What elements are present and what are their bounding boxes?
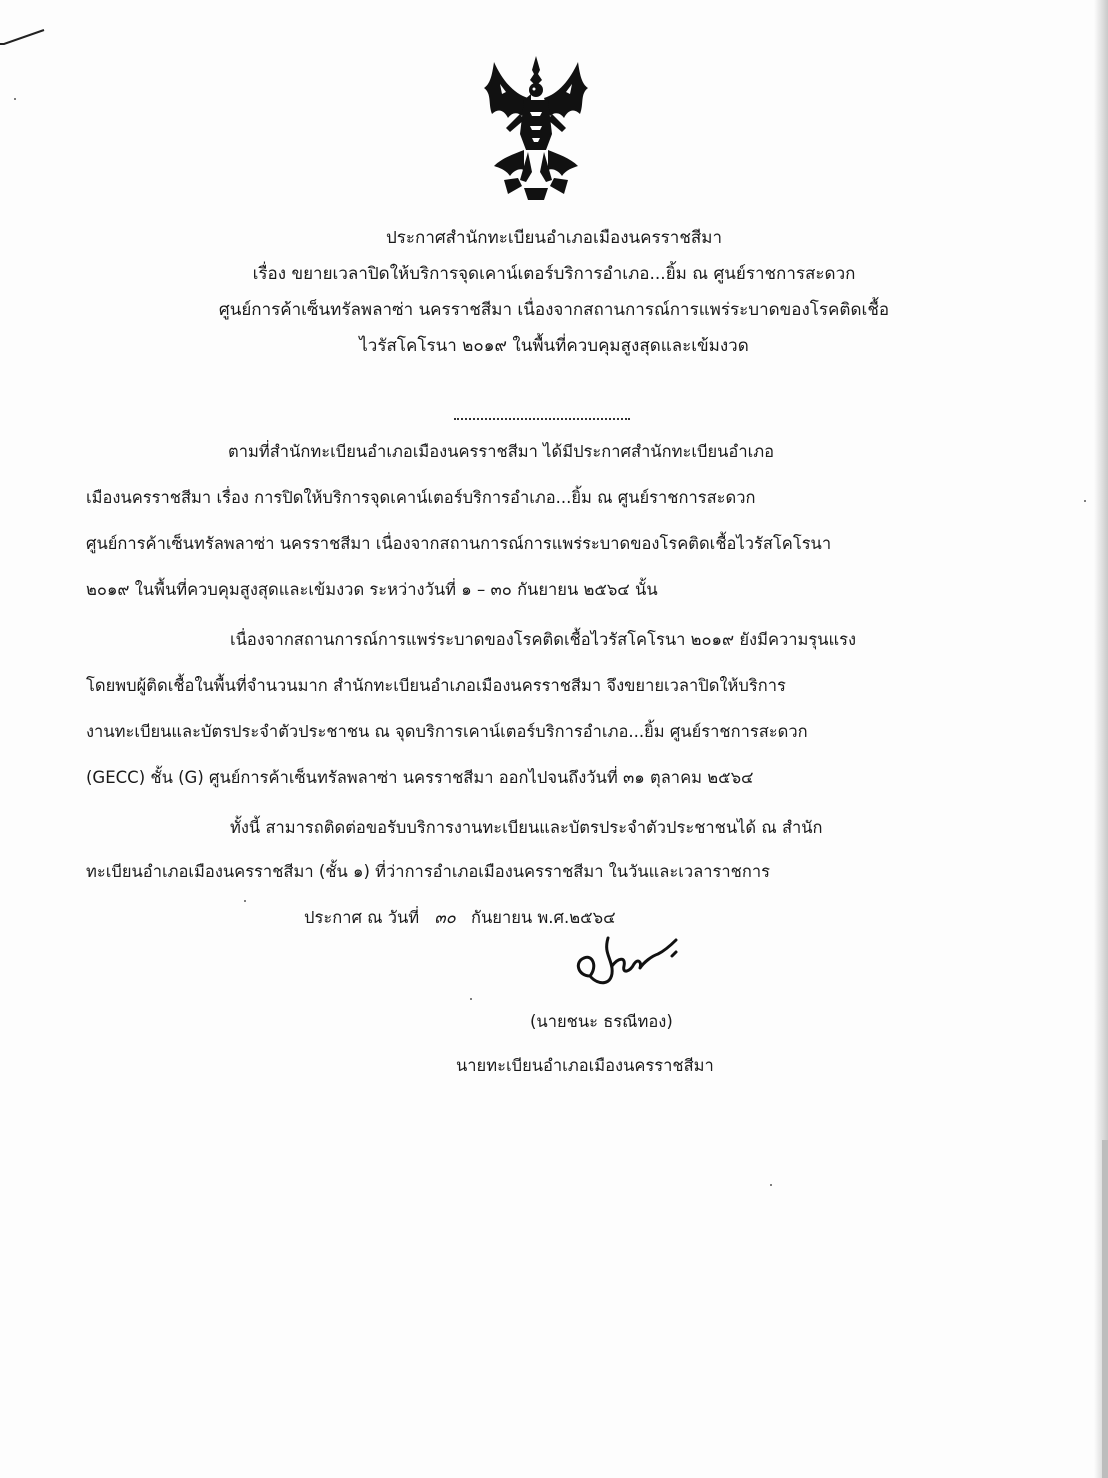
paragraph-1-line-2: เมืองนครราชสีมา เรื่อง การปิดให้บริการจุดเคาน์เตอร์บริการอำเภอ...ยิ้ม ณ ศูนย์ราชการสะดวก — [86, 488, 756, 507]
paragraph-3-line-2: ทะเบียนอำเภอเมืองนครราชสีมา (ชั้น ๑) ที่ว่าการอำเภอเมืองนครราชสีมา ในวันและเวลาราชการ — [86, 862, 770, 881]
scan-speck — [770, 1184, 772, 1186]
subject-line-3: ไวรัสโคโรนา ๒๐๑๙ ในพื้นที่ควบคุมสูงสุดและเข้มงวด — [359, 336, 749, 356]
scan-corner-mark — [0, 0, 60, 50]
paragraph-2-line-3: งานทะเบียนและบัตรประจำตัวประชาชน ณ จุดบริการเคาน์เตอร์บริการอำเภอ...ยิ้ม ศูนย์ราชการสะดวก — [86, 722, 808, 741]
subject-line-2: ศูนย์การค้าเซ็นทรัลพลาซ่า นครราชสีมา เนื่องจากสถานการณ์การแพร่ระบาดของโรคติดเชื้อ — [218, 300, 890, 320]
date-day: ๓๐ — [434, 908, 456, 927]
paragraph-1-line-1: ตามที่สำนักทะเบียนอำเภอเมืองนครราชสีมา ได้มีประกาศสำนักทะเบียนอำเภอ — [228, 442, 775, 461]
subject-line-1: เรื่อง ขยายเวลาปิดให้บริการจุดเคาน์เตอร์บริการอำเภอ...ยิ้ม ณ ศูนย์ราชการสะดวก — [252, 264, 856, 284]
paragraph-1-line-4: ๒๐๑๙ ในพื้นที่ควบคุมสูงสุดและเข้มงวด ระหว่างวันที่ ๑ – ๓๐ กันยายน ๒๕๖๔ นั้น — [86, 580, 658, 599]
signatory-position: นายทะเบียนอำเภอเมืองนครราชสีมา — [456, 1056, 714, 1075]
date-suffix: กันยายน พ.ศ.๒๕๖๔ — [471, 908, 616, 927]
paragraph-2-line-1: เนื่องจากสถานการณ์การแพร่ระบาดของโรคติดเชื้อไวรัสโคโรนา ๒๐๑๙ ยังมีความรุนแรง — [230, 630, 857, 649]
paragraph-1-line-3: ศูนย์การค้าเซ็นทรัลพลาซ่า นครราชสีมา เนื่องจากสถานการณ์การแพร่ระบาดของโรคติดเชื้อไวรัสโคโรนา — [86, 534, 832, 553]
scan-speck — [14, 98, 16, 100]
paragraph-2-line-2: โดยพบผู้ติดเชื้อในพื้นที่จำนวนมาก สำนักทะเบียนอำเภอเมืองนครราชสีมา จึงขยายเวลาปิดให้บริการ — [86, 676, 786, 695]
paragraph-3-line-1: ทั้งนี้ สามารถติดต่อขอรับบริการงานทะเบียนและบัตรประจำตัวประชาชนได้ ณ สำนัก — [230, 818, 823, 837]
announcement-title: ประกาศสำนักทะเบียนอำเภอเมืองนครราชสีมา — [385, 228, 722, 248]
date-prefix: ประกาศ ณ วันที่ — [304, 908, 420, 927]
handwritten-signature — [568, 932, 688, 996]
scan-speck — [1084, 500, 1086, 502]
scan-speck — [244, 900, 246, 902]
signatory-name: (นายชนะ ธรณีทอง) — [530, 1012, 673, 1031]
scan-edge-shadow-lower — [1102, 1140, 1108, 1478]
scan-speck — [470, 998, 472, 1000]
garuda-emblem-icon — [484, 54, 588, 204]
paragraph-2-line-4: (GECC) ชั้น (G) ศูนย์การค้าเซ็นทรัลพลาซ่า นครราชสีมา ออกไปจนถึงวันที่ ๓๑ ตุลาคม ๒๕๖๔ — [86, 768, 754, 787]
announcement-date — [304, 908, 616, 928]
heading-separator — [454, 398, 630, 420]
